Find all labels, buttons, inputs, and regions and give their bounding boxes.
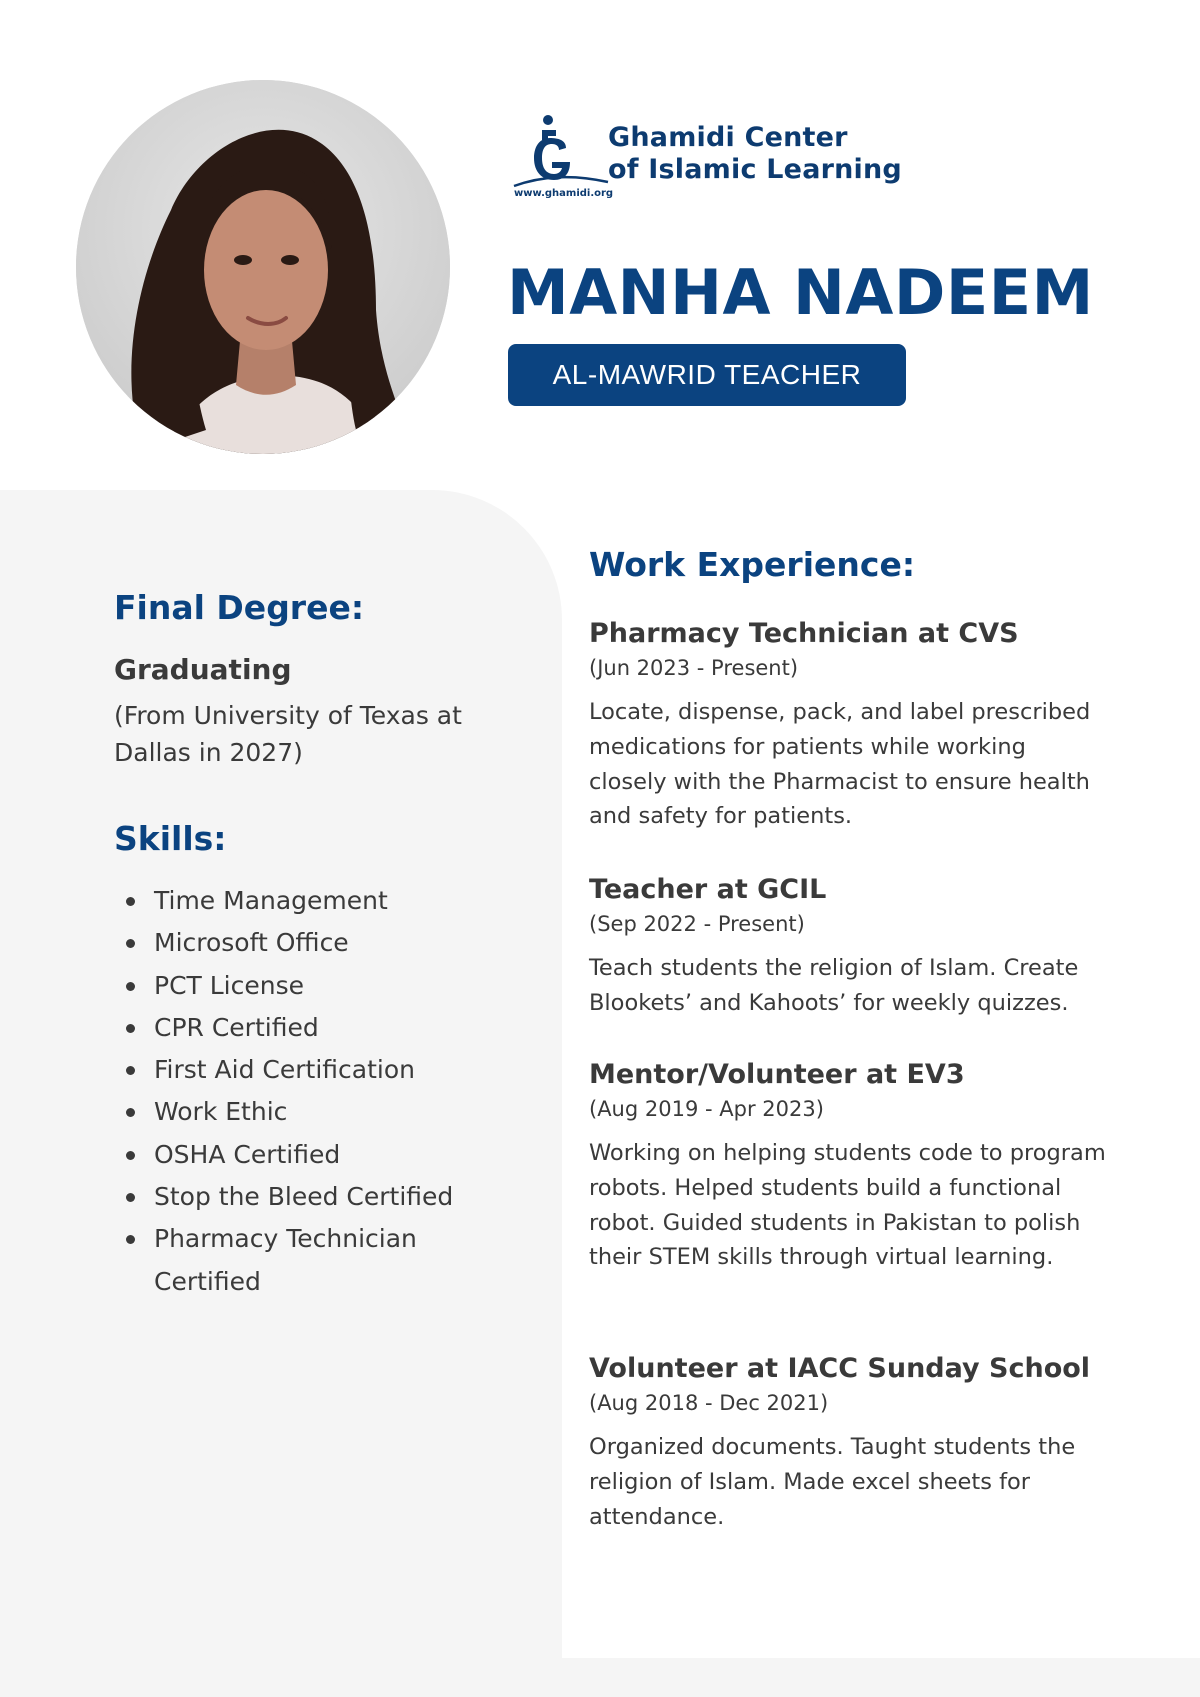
- skill-item: [124, 1049, 524, 1091]
- bullet-icon: [126, 1151, 135, 1160]
- skill-label: Work Ethic: [154, 1097, 288, 1127]
- logo-text-line2: of Islamic Learning: [608, 154, 902, 185]
- bullet-icon: [126, 939, 135, 948]
- skill-item: [124, 1176, 524, 1218]
- job-description: Teach students the religion of Islam. Create Blookets’ and Kahoots’ for weekly quizzes.: [589, 955, 1079, 1016]
- degree-heading: Final Degree:: [114, 588, 365, 627]
- job-entry: [589, 1352, 1109, 1534]
- job-title: Pharmacy Technician at CVS: [589, 618, 1019, 649]
- skill-label: Pharmacy Technician Certified: [154, 1224, 417, 1296]
- profile-photo: [76, 80, 450, 454]
- role-badge: AL-MAWRID TEACHER: [508, 344, 906, 406]
- skill-label: Stop the Bleed Certified: [154, 1182, 454, 1212]
- job-dates: (Jun 2023 - Present): [589, 656, 799, 680]
- skills-heading: Skills:: [114, 819, 227, 858]
- skill-item: [124, 922, 524, 964]
- skill-label: Microsoft Office: [154, 928, 349, 958]
- job-title: Mentor/Volunteer at EV3: [589, 1059, 965, 1090]
- job-title: Teacher at GCIL: [589, 874, 827, 905]
- skill-label: PCT License: [154, 970, 304, 1000]
- skill-item: [124, 1091, 524, 1133]
- skill-item: [124, 1218, 524, 1303]
- job-description: Locate, dispense, pack, and label prescribed medications for patients while working closely with the Pharmacist to ensure health and safety for patients.: [589, 699, 1091, 830]
- skill-item: [124, 1007, 524, 1049]
- bullet-icon: [126, 1066, 135, 1075]
- logo-text-line1: Ghamidi Center: [608, 122, 848, 153]
- bullet-icon: [126, 1193, 135, 1202]
- skill-item: [124, 880, 524, 922]
- job-dates: (Aug 2019 - Apr 2023): [589, 1097, 824, 1121]
- degree-title: Graduating: [114, 653, 292, 686]
- skill-label: Time Management: [154, 886, 388, 915]
- job-entry: [589, 1058, 1109, 1275]
- job-entry: [589, 873, 1109, 1021]
- experience-heading: Work Experience:: [589, 545, 916, 584]
- job-dates: (Sep 2022 - Present): [589, 912, 805, 936]
- bullet-icon: [126, 982, 135, 991]
- organization-logo: [512, 112, 912, 202]
- job-dates: (Aug 2018 - Dec 2021): [589, 1391, 829, 1415]
- job-description: Organized documents. Taught students the religion of Islam. Made excel sheets for attendance.: [589, 1434, 1076, 1530]
- job-title: Volunteer at IACC Sunday School: [589, 1353, 1091, 1384]
- person-name: MANHA NADEEM: [507, 256, 1094, 329]
- bullet-icon: [126, 1235, 135, 1244]
- skill-item: [124, 965, 524, 1007]
- skill-label: CPR Certified: [154, 1012, 319, 1042]
- logo-url: www.ghamidi.org: [514, 188, 614, 199]
- bottom-strip: [562, 1658, 1200, 1697]
- skill-item: [124, 1134, 524, 1176]
- job-entry: [589, 617, 1109, 834]
- skills-list: [124, 880, 524, 1303]
- job-description: Working on helping students code to program robots. Helped students build a functional robot. Guided students in Pakistan to polish their STEM skills through virtual learning.: [589, 1140, 1106, 1271]
- skill-label: OSHA Certified: [154, 1139, 341, 1169]
- bullet-icon: [126, 1024, 135, 1033]
- bullet-icon: [126, 897, 135, 906]
- degree-detail: (From University of Texas at Dallas in 2027): [114, 701, 462, 767]
- skill-label: First Aid Certification: [154, 1055, 415, 1085]
- bullet-icon: [126, 1108, 135, 1117]
